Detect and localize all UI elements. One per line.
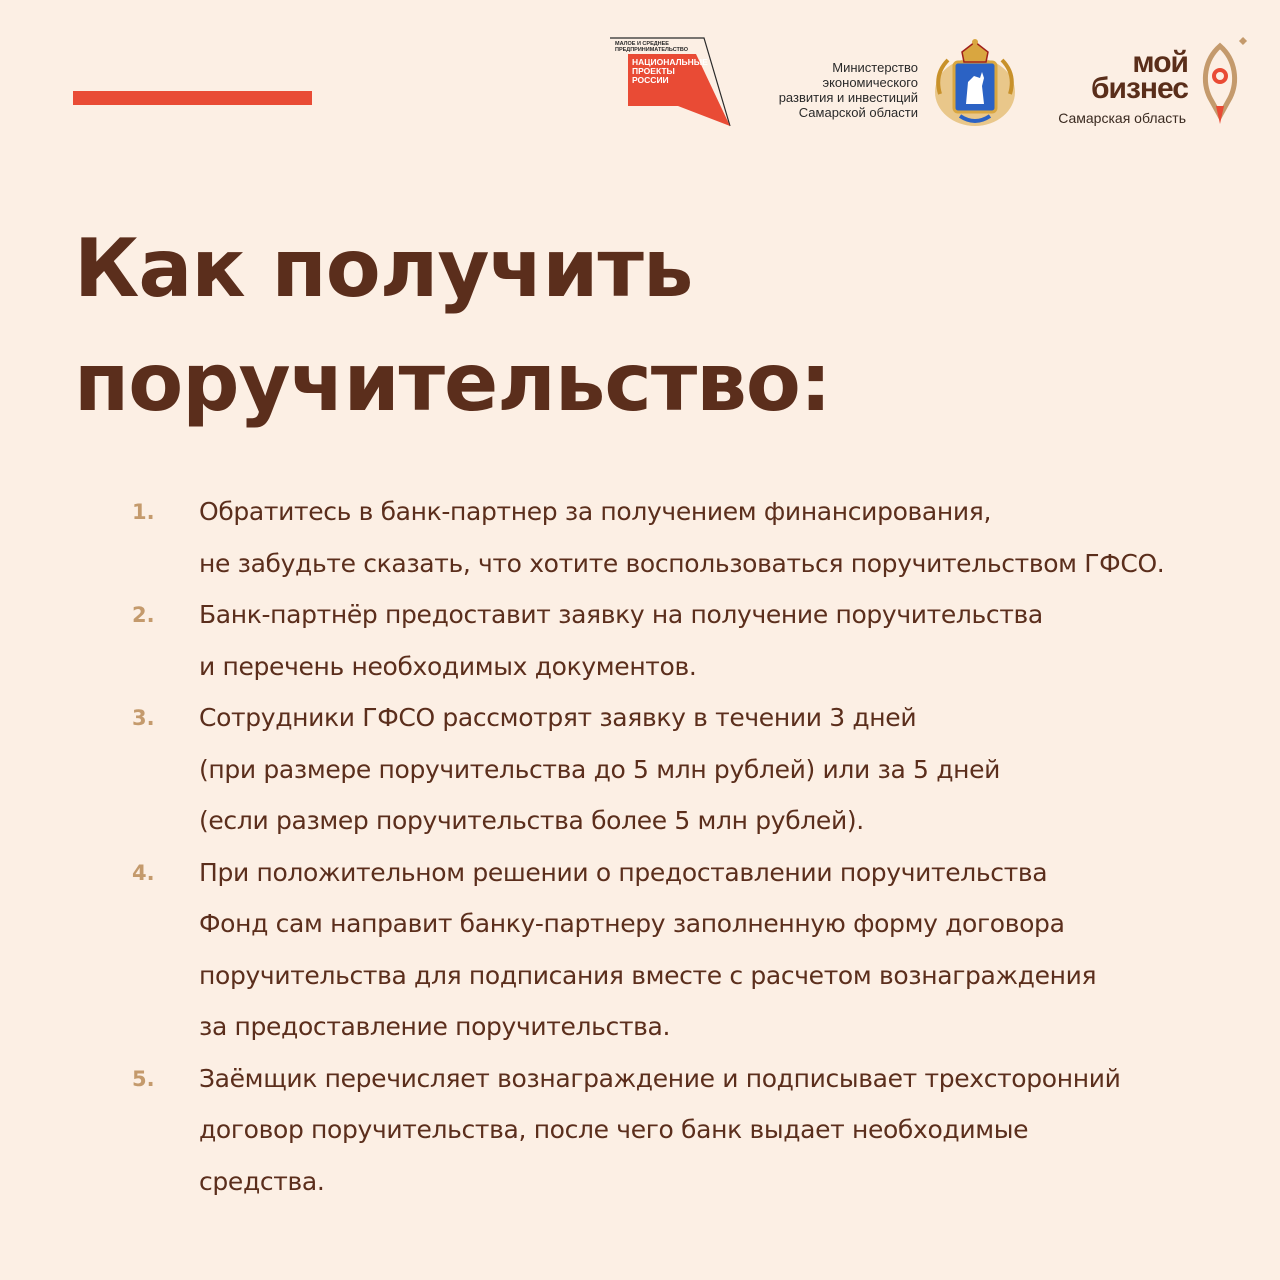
steps-list (0, 486, 1280, 1207)
step-text: за предоставление поручительства. (199, 1012, 671, 1041)
step-text: не забудьте сказать, что хотите воспользоваться поручительством ГФСО. (199, 548, 1165, 578)
step-text: и перечень необходимых документов. (199, 651, 697, 681)
ministry-line: Министерство (832, 60, 918, 75)
moy-biznes-region: Самарская область (1058, 110, 1186, 126)
moy-biznes-line2: бизнес (1091, 72, 1188, 105)
list-item (0, 486, 1280, 589)
step-text: Сотрудники ГФСО рассмотрят заявку в течении 3 дней (199, 703, 917, 732)
step-number: 4. (132, 860, 155, 885)
natproj-big-text: НАЦИОНАЛЬНЫЕ ПРОЕКТЫ РОССИИ (632, 57, 708, 85)
coat-of-arms-icon (930, 34, 1020, 130)
list-item (0, 1053, 1280, 1208)
step-text: Заёмщик перечисляет вознаграждение и подписывает трехсторонний (199, 1063, 1121, 1093)
step-text: Фонд сам направит банку-партнеру заполненную форму договора (199, 909, 1065, 938)
step-text: (если размер поручительства более 5 млн рублей). (199, 806, 864, 835)
step-number: 5. (132, 1066, 155, 1091)
step-text: Обратитесь в банк-партнер за получением финансирования, (199, 497, 992, 526)
list-item (0, 692, 1280, 847)
moy-biznes-logo (1058, 46, 1188, 105)
step-number: 3. (132, 706, 155, 730)
step-text: Банк-партнёр предоставит заявку на получение поручительства (199, 600, 1043, 629)
step-number: 2. (132, 603, 155, 627)
step-text: (при размере поручительства до 5 млн рублей) или за 5 дней (199, 754, 1001, 784)
ministry-line: развития и инвестиций (778, 90, 918, 105)
title-line-2: поручительство: (74, 336, 831, 429)
page-title (74, 212, 1224, 440)
accent-bar (73, 91, 312, 105)
list-item (0, 589, 1280, 692)
natproj-small-text: МАЛОЕ И СРЕДНЕЕ ПРЕДПРИНИМАТЕЛЬСТВО (615, 41, 688, 53)
step-number: 1. (132, 500, 155, 524)
ministry-name (698, 60, 918, 120)
step-text: средства. (199, 1166, 325, 1196)
list-item (0, 847, 1280, 1053)
step-text: При положительном решении о предоставлении поручительства (199, 857, 1048, 887)
step-text: поручительства для подписания вместе с расчетом вознаграждения (199, 960, 1097, 990)
rocket-icon (1196, 36, 1250, 128)
step-text: договор поручительства, после чего банк выдает необходимые (199, 1115, 1029, 1144)
ministry-line: экономического (822, 75, 918, 90)
title-line-1: Как получить (74, 222, 693, 315)
moy-biznes-line1: мой (1132, 46, 1188, 79)
ministry-line: Самарской области (798, 105, 918, 120)
